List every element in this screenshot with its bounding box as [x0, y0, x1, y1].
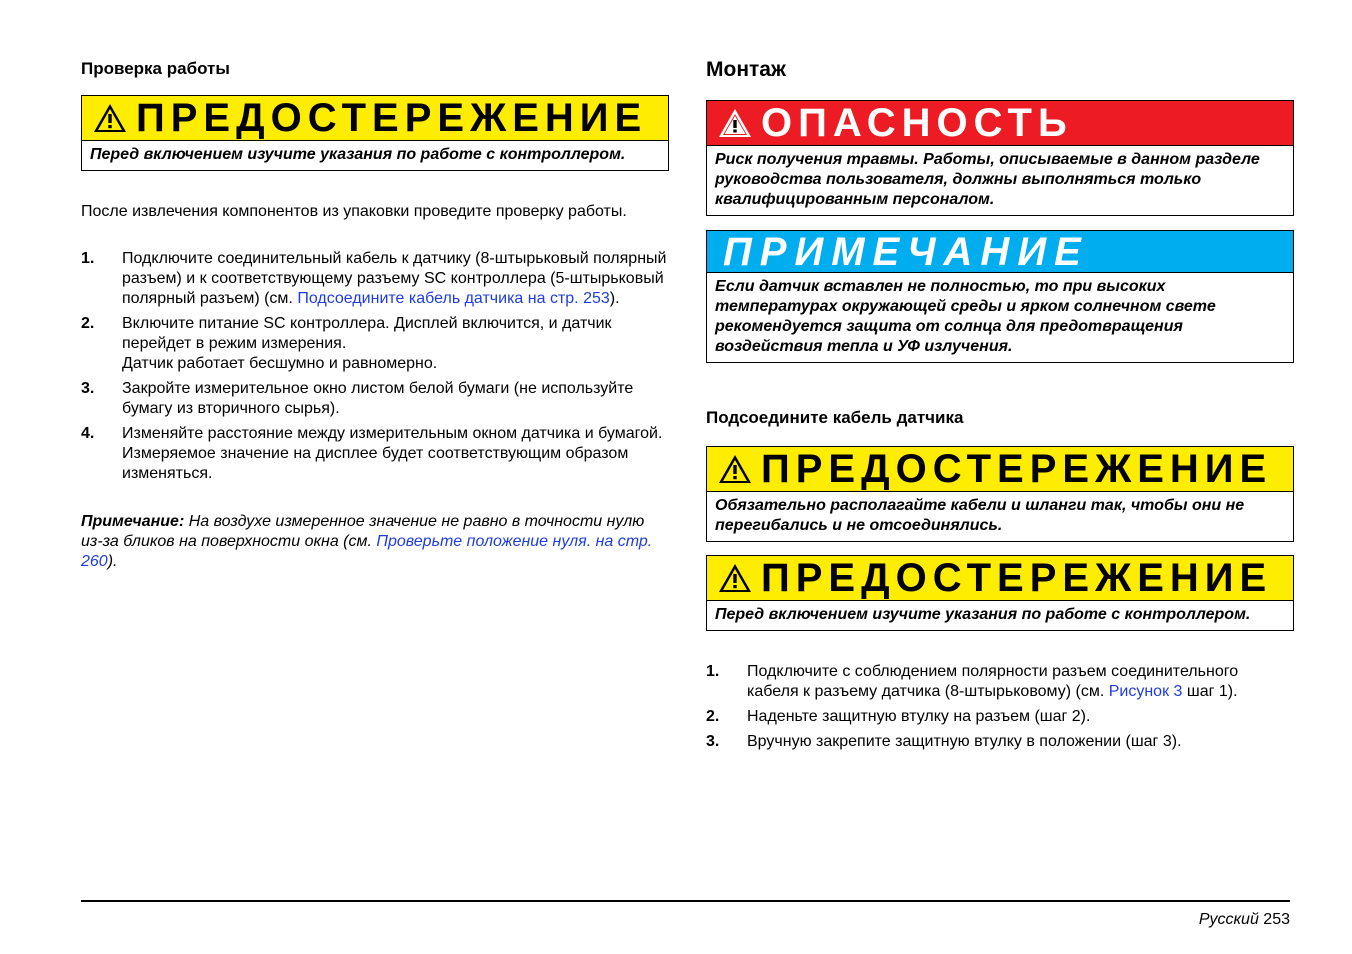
step-text-end: шаг 1). [1182, 683, 1238, 700]
danger-text: Риск получения травмы. Работы, описываемые в данном разделе руководства пользователя, должны выполняться только квалифицированным персоналом. [715, 151, 1260, 208]
step-text: Включите питание SC контроллера. Дисплей включится, и датчик перейдет в режим измерения. [122, 315, 612, 352]
step-number: 3. [706, 733, 720, 750]
notice-text: Если датчик вставлен не полностью, то при высоких температурах окружающей среды и ярком солнечном свете рекомендуется защита от солнца для предотвращения воздействия тепла и УФ излучения. [715, 278, 1216, 355]
warning-title: ПРЕДОСТЕРЕЖЕНИЕ [136, 96, 648, 140]
warning-box [81, 95, 669, 171]
check-steps-list [81, 249, 669, 489]
section-heading-installation: Монтаж [706, 58, 786, 81]
warning-title: ПРЕДОСТЕРЕЖЕНИЕ [761, 556, 1273, 600]
list-item [706, 732, 1294, 752]
list-item [81, 379, 669, 419]
figure-reference-link[interactable]: Рисунок 3 [1108, 683, 1183, 700]
warning-triangle-icon [717, 107, 753, 139]
step-number: 3. [81, 380, 95, 397]
step-text: Вручную закрепите защитную втулку в положении (шаг 3). [747, 733, 1182, 750]
list-item [706, 707, 1294, 727]
danger-banner [707, 101, 1293, 146]
footer-language: Русский [1198, 911, 1259, 928]
list-item [706, 662, 1294, 702]
cross-reference-link[interactable]: Подсоедините кабель датчика на стр. 253 [297, 290, 610, 307]
note-text-end: ). [107, 553, 118, 570]
connect-steps-list [706, 662, 1294, 757]
danger-box [706, 100, 1294, 216]
warning-triangle-icon [717, 562, 753, 594]
note-paragraph [81, 512, 661, 572]
section-heading-check: Проверка работы [81, 59, 230, 78]
list-item [81, 314, 669, 374]
warning-box [706, 555, 1294, 631]
step-number: 1. [706, 663, 720, 680]
warning-triangle-icon [92, 102, 128, 134]
danger-title: ОПАСНОСТЬ [761, 101, 1073, 145]
note-label: Примечание: [81, 513, 185, 530]
footer-divider [81, 900, 1290, 902]
step-number: 2. [81, 315, 95, 332]
warning-banner [707, 556, 1293, 601]
cross-reference-link[interactable]: Проверьте положение нуля. на стр. 260 [81, 533, 653, 570]
warning-banner [82, 96, 668, 141]
warning-banner [707, 447, 1293, 492]
step-number: 1. [81, 250, 95, 267]
step-result-text: Датчик работает бесшумно и равномерно. [122, 355, 438, 372]
step-text: Подключите с соблюдением полярности разъем соединительного кабеля к разъему датчика (8-штырьковому) (см. [747, 663, 1239, 700]
notice-box [706, 230, 1294, 363]
list-item [81, 424, 669, 484]
step-text: Изменяйте расстояние между измерительным окном датчика и бумагой. Измеряемое значение на дисплее будет соответствующим образом изменяться. [122, 425, 663, 482]
warning-text: Обязательно располагайте кабели и шланги так, чтобы они не перегибались и не отсоединялись. [715, 497, 1245, 534]
step-text: Закройте измерительное окно листом белой бумаги (не используйте бумагу из вторичного сырья). [122, 380, 634, 417]
step-text-end: ). [609, 290, 620, 307]
page-footer [1199, 911, 1290, 929]
warning-text: Перед включением изучите указания по работе с контроллером. [90, 146, 626, 163]
warning-text: Перед включением изучите указания по работе с контроллером. [715, 606, 1251, 623]
notice-title: ПРИМЕЧАНИЕ [723, 231, 1089, 273]
notice-banner [707, 231, 1293, 273]
step-number: 2. [706, 708, 720, 725]
list-item [81, 249, 669, 309]
step-text: Подключите соединительный кабель к датчику (8-штырьковый полярный разъем) и к соответствующему разъему SC контроллера (5-штырьковый полярный разъем) (см. [122, 250, 667, 307]
note-text: На воздухе измеренное значение не равно в точности нулю из-за бликов на поверхности окна (см. [81, 513, 645, 550]
warning-title: ПРЕДОСТЕРЕЖЕНИЕ [761, 447, 1273, 491]
intro-paragraph: После извлечения компонентов из упаковки проведите проверку работы. [81, 203, 627, 220]
page-number: 253 [1263, 911, 1290, 928]
section-heading-connect-cable: Подсоедините кабель датчика [706, 408, 964, 427]
warning-box [706, 446, 1294, 542]
step-number: 4. [81, 425, 95, 442]
warning-triangle-icon [717, 453, 753, 485]
step-text: Наденьте защитную втулку на разъем (шаг 2). [747, 708, 1091, 725]
